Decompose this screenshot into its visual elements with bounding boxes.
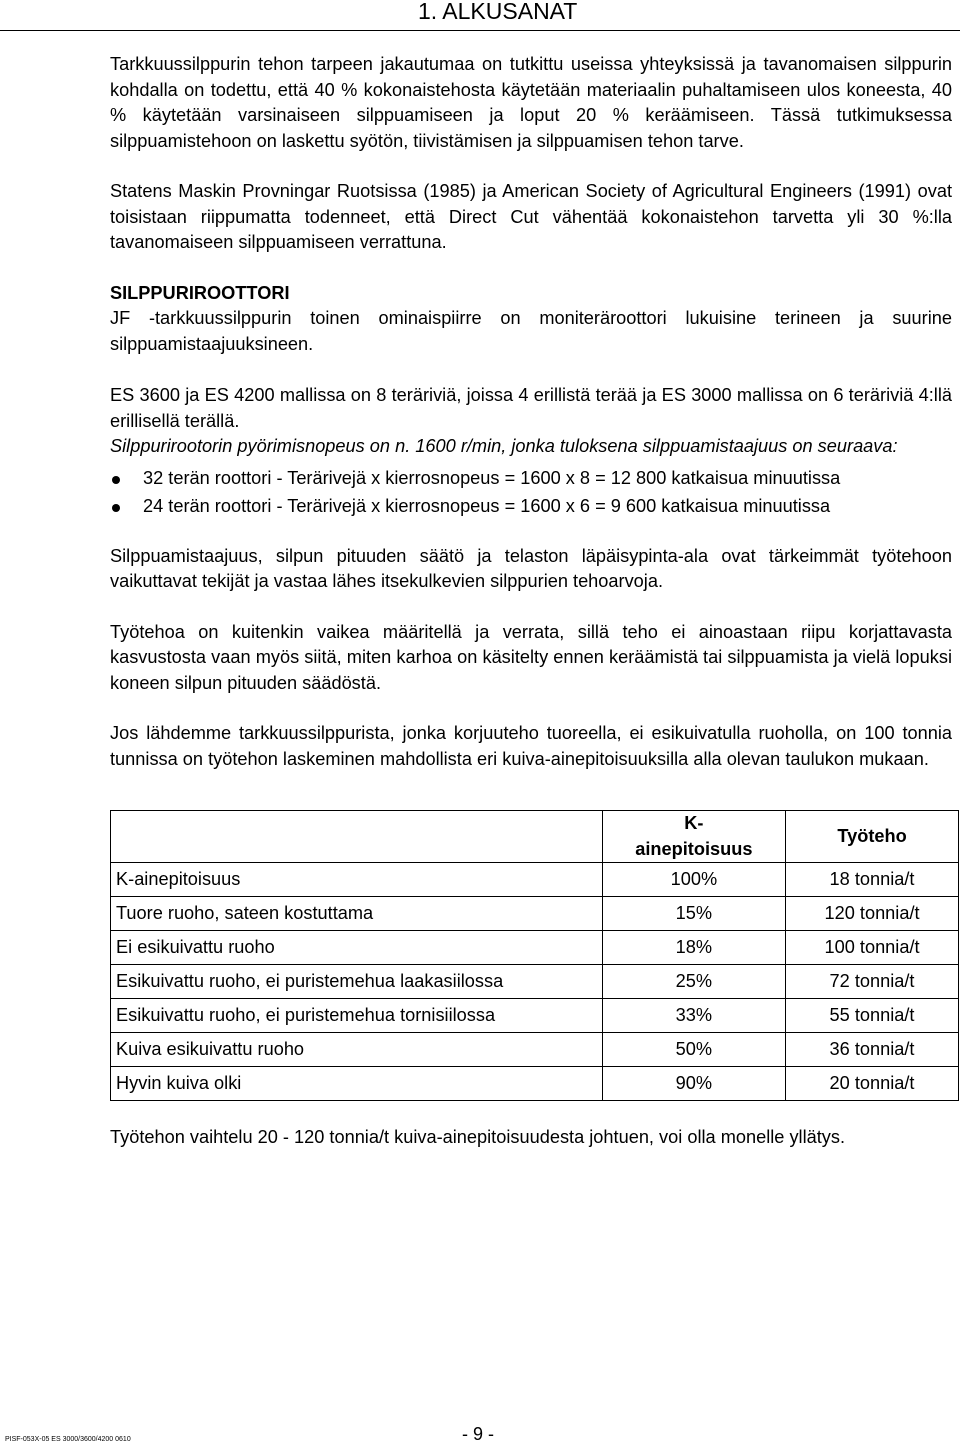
table-header-empty: [111, 811, 603, 863]
section-heading: SILPPURIROOTTORI: [110, 282, 290, 303]
table-row: K-ainepitoisuus 100% 18 tonnia/t: [111, 863, 959, 897]
bullet-icon: [112, 504, 120, 512]
chapter-title: 1. ALKUSANAT: [418, 0, 578, 24]
frequency-list: [110, 466, 952, 520]
paragraph-intro: Tarkkuussilppurin tehon tarpeen jakautumaa on tutkittu useissa yhteyksissä ja tavanomaisen silppurin kohdalla on todettu, että 40 % kokonaistehosta käytetään materiaalin puhaltamiseen ulos koneesta, 40 % käytetään varsinaiseen silppuamiseen ja loput 20 % keräämiseen. Tässä tutkimuksessa silppuamistehoon on laskettu syötön, tiivistämisen ja silppuamisen tehon tarve.: [110, 54, 952, 151]
dry-matter-table: [110, 810, 959, 1101]
paragraph-difficulty: Työtehoa on kuitenkin vaikea määritellä ja verrata, sillä teho ei ainoastaan riipu korjattavasta kasvustosta vaan myös siitä, miten karhoa on käsitelty ennen keräämistä tai silppuamista ja vielä lopuksi koneen silpun pituuden säädöstä.: [110, 621, 952, 693]
page-header: [0, 0, 960, 40]
list-item: 24 terän roottori - Terärivejä x kierrosnopeus = 1600 x 6 = 9 600 katkaisua minuutissa: [110, 494, 952, 520]
table-row: Esikuivattu ruoho, ei puristemehua tornisiilossa 33% 55 tonnia/t: [111, 999, 959, 1033]
header-rule: [0, 30, 960, 31]
paragraph-studies: Statens Maskin Provningar Ruotsissa (1985) ja American Society of Agricultural Engineers (1991) ovat toisistaan riippumatta todenneet, että Direct Cut vähentää kokonaistehon tarvetta yli 30 %:lla tavanomaiseen silppuamiseen verrattuna.: [110, 181, 952, 252]
table-row: Ei esikuivattu ruoho 18% 100 tonnia/t: [111, 931, 959, 965]
table-header-row: [111, 811, 959, 863]
paragraph-rotation-speed: Silppurirootorin pyörimisnopeus on n. 1600 r/min, jonka tuloksena silppuamistaajuus on seuraava:: [110, 436, 898, 456]
table-header-work-rate: Työteho: [786, 811, 959, 863]
paragraph-models: ES 3600 ja ES 4200 mallissa on 8 teräriviä, joissa 4 erillistä terää ja ES 3000 mallissa on 6 teräriviä 4:llä erillisellä terällä.: [110, 385, 952, 431]
footer-document-code: PISF-053X-05 ES 3000/3600/4200 0610: [5, 1436, 131, 1443]
paragraph-calculation: Jos lähdemme tarkkuussilppurista, jonka korjuuteho tuoreella, ei esikuivatulla ruoholla, on 100 tonnia tunnissa on työtehon laskeminen mahdollista eri kuiva-ainepitoisuuksilla alla olevan taulukon mukaan.: [110, 723, 952, 769]
paragraph-rotor: JF -tarkkuussilppurin toinen ominaispiirre on moniteräroottori lukuisine terineen ja suurine silppuamistaajuuksineen.: [110, 308, 952, 354]
table-row: Tuore ruoho, sateen kostuttama 15% 120 tonnia/t: [111, 897, 959, 931]
paragraph-conclusion: Työtehon vaihtelu 20 - 120 tonnia/t kuiva-ainepitoisuudesta johtuen, voi olla monelle yllätys.: [110, 1127, 846, 1147]
table-row: Kuiva esikuivattu ruoho 50% 36 tonnia/t: [111, 1033, 959, 1067]
paragraph-factors: Silppuamistaajuus, silpun pituuden säätö ja telaston läpäisypinta-ala ovat tärkeimmät työtehoon vaikuttavat tekijät ja vastaa lähes itsekulkevien silppurien tehoarvoja.: [110, 545, 952, 591]
footer-page-number: - 9 -: [462, 1424, 495, 1444]
table-header-dry-matter: K- ainepitoisuus: [602, 811, 785, 863]
bullet-icon: [112, 476, 120, 484]
document-body: [110, 52, 952, 1151]
list-item: 32 terän roottori - Terärivejä x kierrosnopeus = 1600 x 8 = 12 800 katkaisua minuutissa: [110, 466, 952, 492]
table-row: Hyvin kuiva olki 90% 20 tonnia/t: [111, 1067, 959, 1101]
table-row: Esikuivattu ruoho, ei puristemehua laakasiilossa 25% 72 tonnia/t: [111, 965, 959, 999]
